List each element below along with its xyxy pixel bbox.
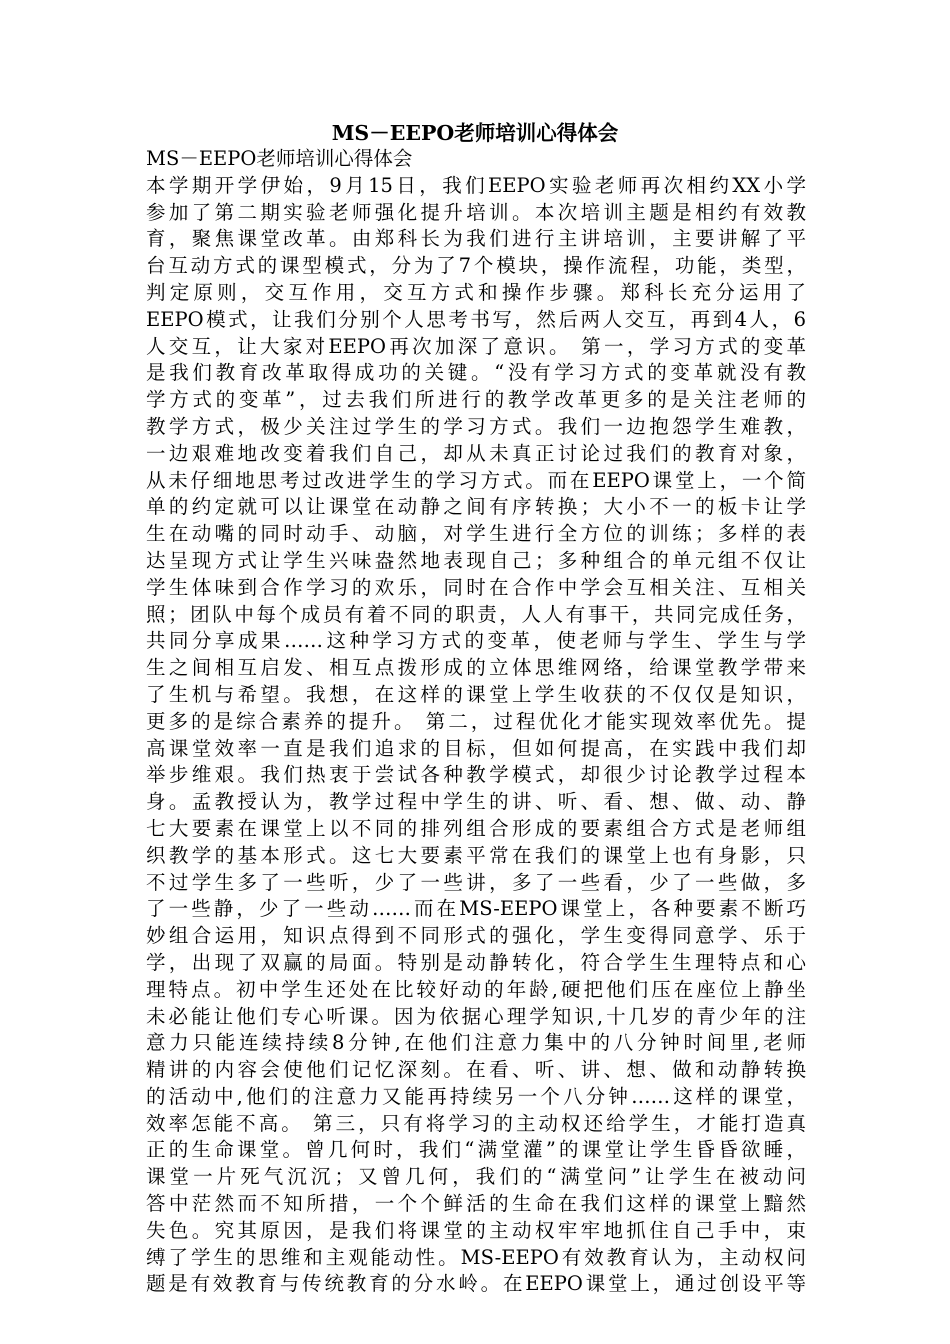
body-text-line: 育，聚焦课堂改革。由郑科长为我们进行主讲培训，主要讲解了平 — [146, 227, 806, 251]
body-text-line: 台互动方式的课型模式，分为了7个模块，操作流程，功能，类型， — [146, 254, 806, 278]
body-text-line: 生在动嘴的同时动手、动脑，对学生进行全方位的训练；多样的表 — [146, 522, 806, 546]
body-text-line: 未必能让他们专心听课。因为依据心理学知识,十几岁的青少年的注 — [146, 1004, 806, 1028]
body-text-line: 照；团队中每个成员有着不同的职责，人人有事干，共同完成任务， — [146, 602, 806, 626]
body-text-line: 更多的是综合素养的提升。 第二，过程优化才能实现效率优先。提 — [146, 709, 806, 733]
body-text-line: 身。孟教授认为，教学过程中学生的讲、听、看、想、做、动、静 — [146, 790, 806, 814]
body-text-line: 教学方式，极少关注过学生的学习方式。我们一边抱怨学生难教， — [146, 414, 806, 438]
body-text-line: 举步维艰。我们热衷于尝试各种教学模式，却很少讨论教学过程本 — [146, 763, 806, 787]
body-text-line: 理特点。初中学生还处在比较好动的年龄,硬把他们压在座位上静坐 — [146, 977, 806, 1001]
body-text-line: 人交互，让大家对EEPO再次加深了意识。 第一，学习方式的变革 — [146, 334, 806, 358]
document-title: MS－EEPO老师培训心得体会 — [331, 121, 619, 145]
body-text-line: 达呈现方式让学生兴味盎然地表现自己；多种组合的单元组不仅让 — [146, 548, 806, 572]
document-subtitle: MS－EEPO老师培训心得体会 — [146, 147, 413, 170]
body-text-line: 了生机与希望。我想，在这样的课堂上学生收获的不仅仅是知识， — [146, 682, 806, 706]
body-text-line: 一边艰难地改变着我们自己，却从未真正讨论过我们的教育对象， — [146, 441, 806, 465]
body-text-line: 是我们教育改革取得成功的关键。“没有学习方式的变革就没有教 — [146, 361, 806, 385]
body-text-line: 学生体味到合作学习的欢乐，同时在合作中学会互相关注、互相关 — [146, 575, 806, 599]
document-body — [146, 146, 806, 1298]
body-text-line: 不过学生多了一些听，少了一些讲，多了一些看，少了一些做，多 — [146, 870, 806, 894]
body-text-line: 单的约定就可以让课堂在动静之间有序转换；大小不一的板卡让学 — [146, 495, 806, 519]
body-text-line: 的活动中,他们的注意力又能再持续另一个八分钟……这样的课堂， — [146, 1084, 806, 1108]
body-text-line: 生之间相互启发、相互点拨形成的立体思维网络，给课堂教学带来 — [146, 656, 806, 680]
body-text-line: EEPO模式，让我们分别个人思考书写，然后两人交互，再到4人，6 — [146, 307, 806, 331]
body-text-line: 学方式的变革”，过去我们所进行的教学改革更多的是关注老师的 — [146, 388, 806, 412]
body-text-line: 正的生命课堂。曾几何时，我们“满堂灌”的课堂让学生昏昏欲睡， — [146, 1138, 806, 1162]
body-text-line: 从未仔细地思考过改进学生的学习方式。而在EEPO课堂上，一个简 — [146, 468, 806, 492]
body-text-line: 参加了第二期实验老师强化提升培训。本次培训主题是相约有效教 — [146, 200, 806, 224]
body-text-line: 妙组合运用，知识点得到不同形式的强化，学生变得同意学、乐于 — [146, 924, 806, 948]
body-text-line: 题是有效教育与传统教育的分水岭。在EEPO课堂上，通过创设平等 — [146, 1272, 806, 1296]
body-text-line: 精讲的内容会使他们记忆深刻。在看、听、讲、想、做和动静转换 — [146, 1058, 806, 1082]
body-text-line: 本学期开学伊始，9月15日，我们EEPO实验老师再次相约XX小学 — [146, 173, 806, 197]
body-text-line: 答中茫然而不知所措，一个个鲜活的生命在我们这样的课堂上黯然 — [146, 1192, 806, 1216]
body-text-line: 高课堂效率一直是我们追求的目标，但如何提高，在实践中我们却 — [146, 736, 806, 760]
body-text-line: 学，出现了双赢的局面。特别是动静转化，符合学生生理特点和心 — [146, 950, 806, 974]
body-text-line: 失色。究其原因，是我们将课堂的主动权牢牢地抓住自己手中，束 — [146, 1218, 806, 1242]
body-text-line: 了一些静，少了一些动……而在MS-EEPO课堂上，各种要素不断巧 — [146, 897, 806, 921]
body-text-line: 缚了学生的思维和主观能动性。MS-EEPO有效教育认为，主动权问 — [146, 1245, 806, 1269]
body-text-line: 课堂一片死气沉沉；又曾几何，我们的“满堂问”让学生在被动问 — [146, 1165, 806, 1189]
body-text-line: 织教学的基本形式。这七大要素平常在我们的课堂上也有身影，只 — [146, 843, 806, 867]
body-text-line: 判定原则，交互作用，交互方式和操作步骤。郑科长充分运用了 — [146, 280, 806, 304]
body-text-line: 意力只能连续持续8分钟,在他们注意力集中的八分钟时间里,老师 — [146, 1031, 806, 1055]
body-text-line: 七大要素在课堂上以不同的排列组合形成的要素组合方式是老师组 — [146, 816, 806, 840]
body-text-line: 共同分享成果……这种学习方式的变革，使老师与学生、学生与学 — [146, 629, 806, 653]
body-text-line: 效率怎能不高。 第三，只有将学习的主动权还给学生，才能打造真 — [146, 1111, 806, 1135]
